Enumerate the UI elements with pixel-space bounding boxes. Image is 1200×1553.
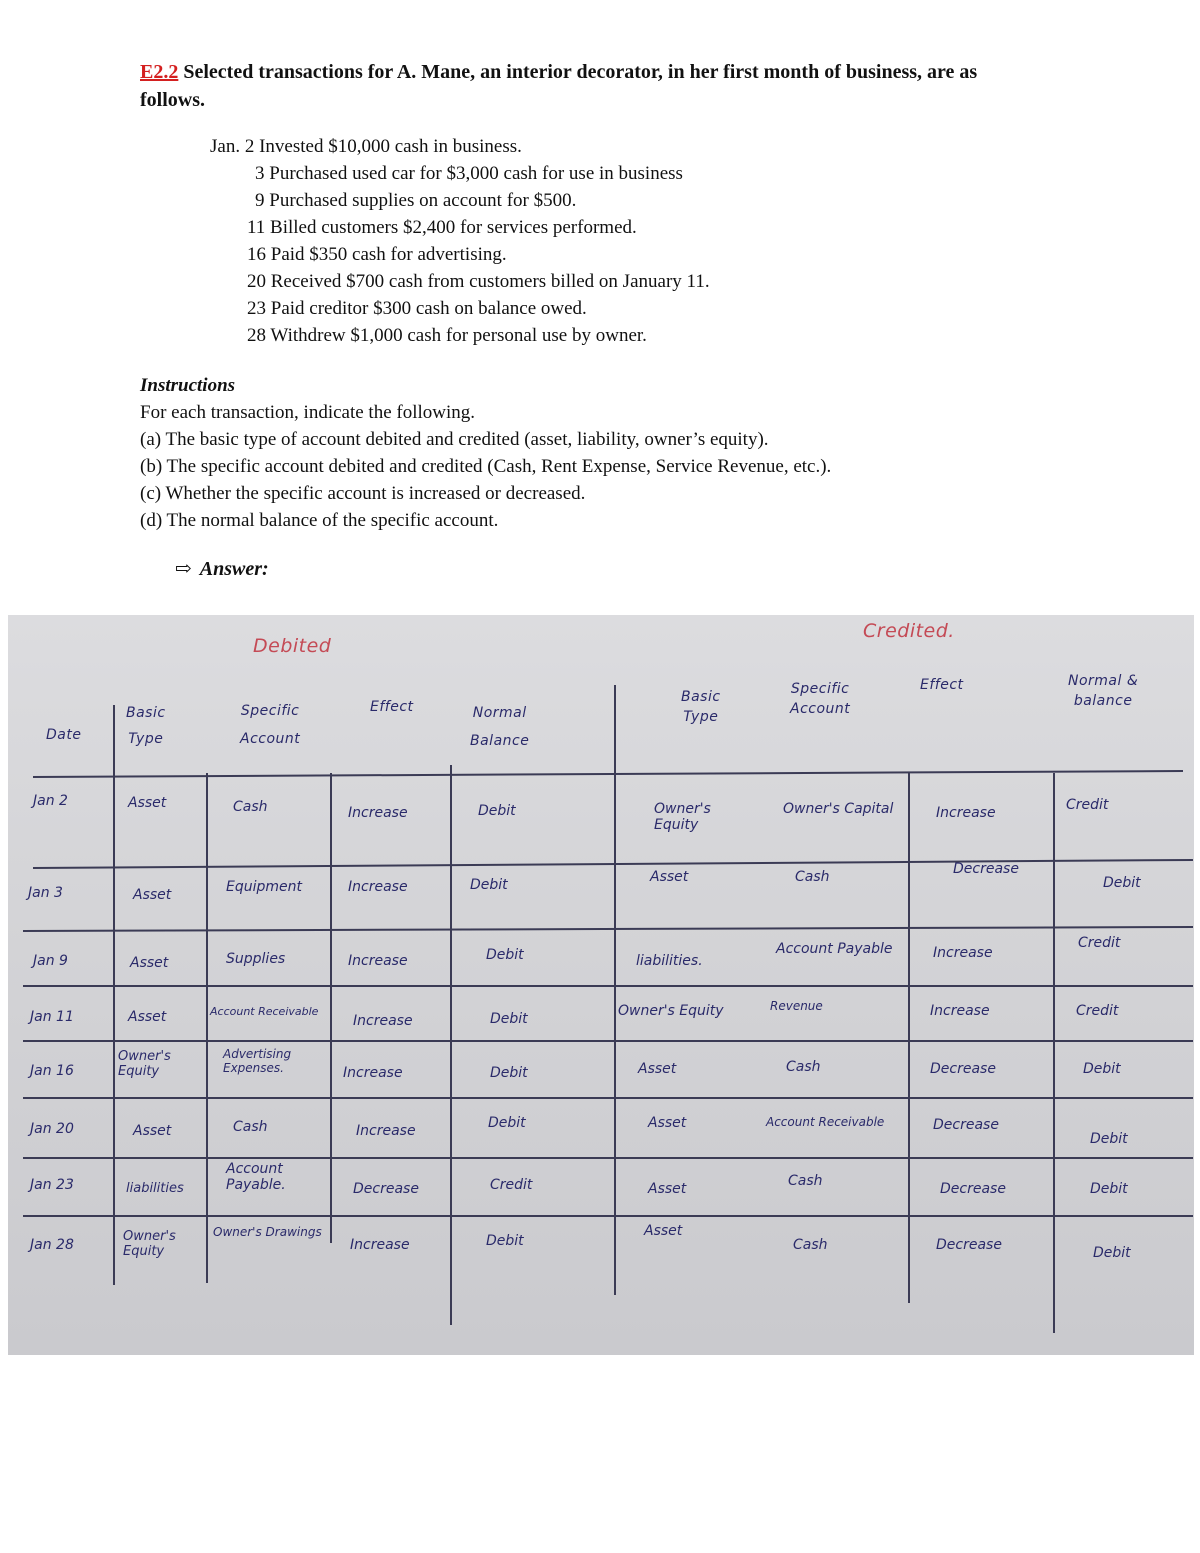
row-6-debit-specific: Cash: [233, 1119, 268, 1135]
row-5-debit-specific: Advertising Expenses.: [223, 1047, 292, 1075]
row-7-credit-effect: Decrease: [940, 1181, 1006, 1197]
row-5-credit-normal: Debit: [1083, 1061, 1121, 1077]
row-4-credit-basic: Owner's Equity: [618, 1003, 724, 1019]
transaction-item: 9 Purchased supplies on account for $500.: [255, 190, 577, 211]
row-rule: [23, 985, 1193, 987]
row-5-credit-effect: Decrease: [930, 1061, 996, 1077]
instructions: [140, 372, 831, 534]
transaction-item: 28 Withdrew $1,000 cash for personal use by owner.: [247, 325, 647, 346]
row-8-credit-effect: Decrease: [936, 1237, 1002, 1253]
row-rule: [23, 926, 1193, 932]
transaction-item: 3 Purchased used car for $3,000 cash for use in business: [255, 163, 683, 184]
row-8-credit-specific: Cash: [793, 1237, 828, 1253]
row-2-debit-effect: Increase: [348, 879, 408, 895]
row-5-date: Jan 16: [30, 1063, 74, 1079]
transaction-item: 23 Paid creditor $300 cash on balance owed.: [247, 298, 587, 319]
row-1-credit-normal: Credit: [1066, 797, 1109, 813]
transaction-item: 16 Paid $350 cash for advertising.: [247, 244, 507, 265]
row-8-debit-basic: Owner's Equity: [123, 1229, 176, 1259]
row-2-credit-normal: Debit: [1103, 875, 1141, 891]
row-6-debit-normal: Debit: [488, 1115, 526, 1131]
transaction-item: 20 Received $700 cash from customers billed on January 11.: [247, 271, 710, 292]
column-rule: [908, 773, 910, 1303]
row-4-debit-specific: Account Receivable: [210, 1005, 319, 1018]
row-5-credit-basic: Asset: [638, 1061, 677, 1077]
row-2-credit-effect: Decrease: [953, 861, 1019, 877]
row-1-debit-normal: Debit: [478, 803, 516, 819]
instruction-item: (c) Whether the specific account is increased or decreased.: [140, 483, 586, 504]
row-6-credit-basic: Asset: [648, 1115, 687, 1131]
row-2-credit-basic: Asset: [650, 869, 689, 885]
row-3-credit-effect: Increase: [933, 945, 993, 961]
header-date: Date: [46, 727, 82, 743]
row-4-debit-basic: Asset: [128, 1009, 167, 1025]
row-7-credit-specific: Cash: [788, 1173, 823, 1189]
transaction-item: 11 Billed customers $2,400 for services performed.: [247, 217, 637, 238]
row-6-debit-basic: Asset: [133, 1123, 172, 1139]
answer-label-text: Answer:: [199, 558, 269, 580]
header-debit-basic-type: Basic Type: [126, 705, 166, 747]
row-6-credit-specific: Account Receivable: [766, 1115, 885, 1129]
row-8-debit-effect: Increase: [350, 1237, 410, 1253]
row-6-debit-effect: Increase: [356, 1123, 416, 1139]
answer-label: [175, 556, 269, 581]
row-8-credit-normal: Debit: [1093, 1245, 1131, 1261]
header-credit-specific-account: Specific Account: [790, 681, 851, 717]
row-3-credit-specific: Account Payable: [776, 941, 893, 957]
exercise-heading: [140, 58, 1040, 114]
instructions-intro: For each transaction, indicate the following.: [140, 402, 476, 423]
column-rule: [450, 765, 452, 1325]
transaction-list: [210, 133, 710, 349]
instruction-item: (a) The basic type of account debited and credited (asset, liability, owner’s equity).: [140, 429, 769, 450]
row-5-debit-basic: Owner's Equity: [118, 1049, 171, 1079]
credited-label: Credited.: [863, 620, 955, 642]
row-5-debit-normal: Debit: [490, 1065, 528, 1081]
column-rule: [614, 685, 616, 1295]
instruction-item: (b) The specific account debited and credited (Cash, Rent Expense, Service Revenue, etc.).: [140, 456, 832, 477]
row-1-date: Jan 2: [33, 793, 68, 809]
row-2-debit-specific: Equipment: [226, 879, 302, 895]
row-rule: [23, 1215, 1193, 1217]
row-3-date: Jan 9: [33, 953, 68, 969]
instructions-heading: Instructions: [140, 375, 236, 396]
row-3-credit-normal: Credit: [1078, 935, 1121, 951]
exercise-ref: E2.2: [140, 61, 179, 83]
row-2-credit-specific: Cash: [795, 869, 830, 885]
row-3-debit-specific: Supplies: [226, 951, 286, 967]
instruction-item: (d) The normal balance of the specific account.: [140, 510, 499, 531]
header-debit-normal-balance: Normal Balance: [470, 705, 530, 749]
row-7-debit-effect: Decrease: [353, 1181, 419, 1197]
column-rule: [330, 773, 332, 1243]
row-2-debit-basic: Asset: [133, 887, 172, 903]
row-8-date: Jan 28: [30, 1237, 74, 1253]
row-1-credit-effect: Increase: [936, 805, 996, 821]
row-rule: [23, 1157, 1193, 1159]
row-6-date: Jan 20: [30, 1121, 74, 1137]
row-4-credit-specific: Revenue: [770, 999, 823, 1013]
header-debit-specific-account: Specific Account: [240, 703, 301, 747]
debited-label: Debited: [253, 635, 332, 657]
row-3-debit-effect: Increase: [348, 953, 408, 969]
row-2-date: Jan 3: [28, 885, 63, 901]
row-4-credit-effect: Increase: [930, 1003, 990, 1019]
row-7-debit-normal: Credit: [490, 1177, 533, 1193]
column-rule: [113, 705, 115, 1285]
row-3-debit-basic: Asset: [130, 955, 169, 971]
row-4-debit-effect: Increase: [353, 1013, 413, 1029]
row-7-debit-basic: liabilities: [126, 1181, 184, 1196]
row-8-debit-specific: Owner's Drawings: [213, 1225, 322, 1239]
row-7-credit-basic: Asset: [648, 1181, 687, 1197]
row-4-debit-normal: Debit: [490, 1011, 528, 1027]
row-6-credit-effect: Decrease: [933, 1117, 999, 1133]
handwritten-worksheet-photo: [8, 615, 1194, 1355]
row-4-date: Jan 11: [30, 1009, 74, 1025]
transaction-item: Jan. 2 Invested $10,000 cash in business.: [210, 136, 522, 157]
row-5-credit-specific: Cash: [786, 1059, 821, 1075]
row-1-debit-effect: Increase: [348, 805, 408, 821]
column-rule: [206, 773, 208, 1283]
row-3-credit-basic: liabilities.: [636, 953, 703, 969]
row-2-debit-normal: Debit: [470, 877, 508, 893]
row-1-credit-specific: Owner's Capital: [783, 801, 894, 817]
row-5-debit-effect: Increase: [343, 1065, 403, 1081]
arrow-right-icon: ⇨: [175, 558, 192, 580]
row-3-debit-normal: Debit: [486, 947, 524, 963]
row-8-credit-basic: Asset: [644, 1223, 683, 1239]
row-rule: [23, 1040, 1193, 1042]
row-7-date: Jan 23: [30, 1177, 74, 1193]
row-rule: [23, 1097, 1193, 1099]
header-credit-normal-balance: Normal & balance: [1068, 673, 1139, 709]
header-credit-effect: Effect: [920, 677, 964, 693]
row-7-credit-normal: Debit: [1090, 1181, 1128, 1197]
header-debit-effect: Effect: [370, 699, 414, 715]
row-1-debit-specific: Cash: [233, 799, 268, 815]
row-4-credit-normal: Credit: [1076, 1003, 1119, 1019]
row-8-debit-normal: Debit: [486, 1233, 524, 1249]
header-credit-basic-type: Basic Type: [681, 689, 721, 725]
column-rule: [1053, 773, 1055, 1333]
row-1-debit-basic: Asset: [128, 795, 167, 811]
row-6-credit-normal: Debit: [1090, 1131, 1128, 1147]
row-1-credit-basic: Owner's Equity: [654, 801, 711, 833]
row-7-debit-specific: Account Payable.: [226, 1161, 286, 1193]
exercise-heading-text: Selected transactions for A. Mane, an interior decorator, in her first month of business, are as follows.: [140, 61, 978, 111]
